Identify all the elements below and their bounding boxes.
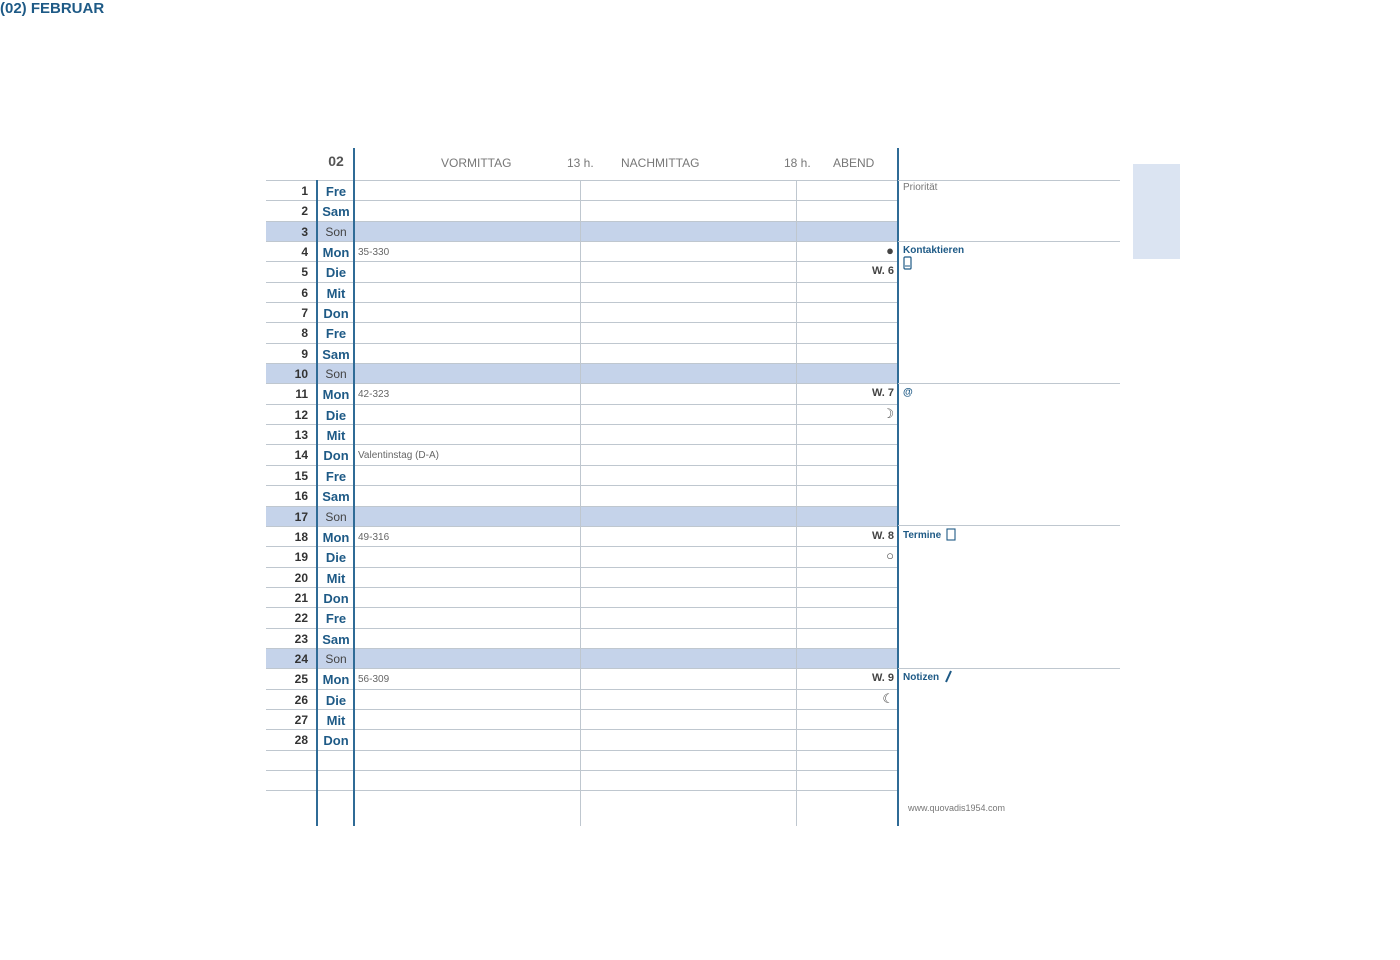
day-number: 11 bbox=[295, 387, 308, 402]
sidebar-line-3 bbox=[898, 525, 1120, 526]
day-number: 9 bbox=[301, 346, 308, 361]
header-afternoon: NACHMITTAG bbox=[621, 156, 700, 170]
priority-label: Priorität bbox=[903, 182, 938, 193]
day-number: 21 bbox=[294, 590, 308, 605]
day-row[interactable] bbox=[266, 730, 898, 750]
day-number: 17 bbox=[294, 509, 308, 524]
day-number: 19 bbox=[294, 550, 308, 565]
email-label: @ bbox=[903, 387, 913, 398]
week-number: W. 6 bbox=[871, 265, 894, 278]
day-note: 42-323 bbox=[358, 389, 390, 401]
day-number: 22 bbox=[294, 611, 308, 626]
divider-number bbox=[316, 180, 318, 826]
appointments-label: Termine bbox=[903, 530, 942, 541]
day-number: 18 bbox=[294, 529, 308, 544]
notes-label: Notizen bbox=[903, 672, 940, 683]
day-row[interactable] bbox=[266, 588, 898, 608]
day-number: 13 bbox=[294, 428, 308, 443]
weekday-label: Don bbox=[323, 590, 349, 606]
weekday-label: Son bbox=[325, 651, 347, 666]
day-row[interactable] bbox=[266, 303, 898, 323]
weekday-label: Die bbox=[325, 265, 347, 281]
day-row[interactable] bbox=[266, 405, 898, 425]
weekday-label: Sam bbox=[322, 489, 350, 505]
website-url: www.quovadis1954.com bbox=[908, 803, 1006, 813]
day-row[interactable] bbox=[266, 507, 898, 527]
day-number: 23 bbox=[294, 631, 308, 646]
month-number: 02 bbox=[328, 153, 344, 169]
weekday-label: Son bbox=[325, 367, 347, 382]
day-number: 14 bbox=[294, 448, 308, 463]
day-note: Valentinstag (D-A) bbox=[358, 450, 439, 462]
weekday-label: Don bbox=[323, 306, 349, 322]
day-row[interactable] bbox=[266, 751, 898, 771]
sidebar-line-2 bbox=[898, 383, 1120, 384]
weekday-label: Mon bbox=[322, 245, 350, 261]
weekday-label: Fre bbox=[325, 184, 347, 199]
moon-phase-icon: ☾ bbox=[882, 690, 894, 706]
side-tab bbox=[1133, 164, 1180, 259]
week-number: W. 7 bbox=[871, 387, 894, 400]
day-number: 4 bbox=[301, 245, 308, 260]
day-note: 56-309 bbox=[358, 674, 390, 686]
weekday-label: Sam bbox=[322, 346, 350, 362]
day-number: 27 bbox=[294, 712, 308, 727]
day-row[interactable] bbox=[266, 771, 898, 791]
day-row[interactable] bbox=[266, 262, 898, 282]
day-number: 12 bbox=[294, 407, 308, 422]
day-row[interactable] bbox=[266, 669, 898, 689]
day-row[interactable] bbox=[266, 181, 898, 201]
weekday-label: Die bbox=[325, 692, 347, 708]
day-number: 25 bbox=[294, 672, 308, 687]
day-row[interactable] bbox=[266, 242, 898, 262]
header-evening: ABEND bbox=[833, 156, 875, 170]
day-row[interactable] bbox=[266, 710, 898, 730]
sidebar-line-1 bbox=[898, 241, 1120, 242]
week-number: W. 9 bbox=[871, 672, 894, 685]
day-row[interactable] bbox=[266, 425, 898, 445]
day-row[interactable] bbox=[266, 445, 898, 465]
day-row[interactable] bbox=[266, 568, 898, 588]
weekday-label: Sam bbox=[322, 631, 350, 647]
day-row[interactable] bbox=[266, 222, 898, 242]
divider-13h bbox=[580, 180, 581, 826]
day-row[interactable] bbox=[266, 283, 898, 303]
header-morning: VORMITTAG bbox=[441, 156, 512, 170]
weekday-label: Mit bbox=[326, 712, 346, 728]
weekday-label: Sam bbox=[322, 204, 350, 220]
day-row[interactable] bbox=[266, 547, 898, 567]
day-number: 10 bbox=[294, 367, 308, 382]
moon-phase-icon: ● bbox=[886, 243, 894, 259]
note-icon bbox=[946, 528, 957, 542]
weekday-label: Mit bbox=[326, 570, 346, 586]
weekday-label: Son bbox=[325, 224, 347, 239]
weekday-label: Mon bbox=[322, 529, 350, 545]
day-row[interactable] bbox=[266, 466, 898, 486]
day-row[interactable] bbox=[266, 629, 898, 649]
day-rows bbox=[266, 180, 898, 791]
weekday-label: Mit bbox=[326, 428, 346, 444]
day-number: 3 bbox=[301, 224, 308, 239]
day-number: 2 bbox=[301, 204, 308, 219]
divider-sidebar bbox=[897, 148, 899, 826]
sidebar-header-line bbox=[898, 180, 1120, 181]
day-row[interactable] bbox=[266, 690, 898, 710]
day-row[interactable] bbox=[266, 384, 898, 404]
weekday-label: Mon bbox=[322, 387, 350, 403]
weekday-label: Fre bbox=[325, 468, 347, 484]
phone-icon bbox=[903, 256, 912, 270]
divider-day bbox=[353, 148, 355, 826]
day-row[interactable] bbox=[266, 364, 898, 384]
weekday-label: Die bbox=[325, 407, 347, 423]
day-row[interactable] bbox=[266, 486, 898, 506]
weekday-label: Fre bbox=[325, 611, 347, 627]
day-number: 26 bbox=[294, 692, 308, 707]
weekday-label: Fre bbox=[325, 326, 347, 342]
day-row[interactable] bbox=[266, 649, 898, 669]
weekday-label: Mon bbox=[322, 672, 350, 688]
pencil-icon bbox=[943, 670, 953, 684]
day-note: 35-330 bbox=[358, 247, 390, 259]
day-row[interactable] bbox=[266, 608, 898, 628]
day-row[interactable] bbox=[266, 201, 898, 221]
month-title: (02) FEBRUAR bbox=[0, 0, 105, 17]
weekday-label: Don bbox=[323, 448, 349, 464]
day-number: 8 bbox=[301, 326, 308, 341]
header-13h: 13 h. bbox=[567, 156, 594, 170]
weekday-label: Don bbox=[323, 733, 349, 749]
day-number: 24 bbox=[294, 651, 308, 666]
day-number: 28 bbox=[294, 733, 308, 748]
day-row[interactable] bbox=[266, 323, 898, 343]
header-18h: 18 h. bbox=[784, 156, 811, 170]
day-row[interactable] bbox=[266, 344, 898, 364]
day-number: 20 bbox=[294, 570, 308, 585]
weekday-label: Son bbox=[325, 509, 347, 524]
weekday-label: Die bbox=[325, 550, 347, 566]
contact-label: Kontaktieren bbox=[903, 245, 965, 256]
sidebar-line-4 bbox=[898, 668, 1120, 669]
day-number: 5 bbox=[301, 265, 308, 280]
day-note: 49-316 bbox=[358, 531, 390, 543]
moon-phase-icon: ☽ bbox=[882, 405, 894, 421]
day-number: 15 bbox=[294, 468, 308, 483]
moon-phase-icon: ○ bbox=[886, 548, 894, 564]
divider-18h bbox=[796, 180, 797, 826]
day-number: 6 bbox=[301, 285, 308, 300]
day-number: 1 bbox=[301, 184, 308, 198]
day-number: 7 bbox=[301, 306, 308, 321]
weekday-label: Mit bbox=[326, 285, 346, 301]
week-number: W. 8 bbox=[871, 529, 894, 542]
day-number: 16 bbox=[294, 489, 308, 504]
day-row[interactable] bbox=[266, 527, 898, 547]
